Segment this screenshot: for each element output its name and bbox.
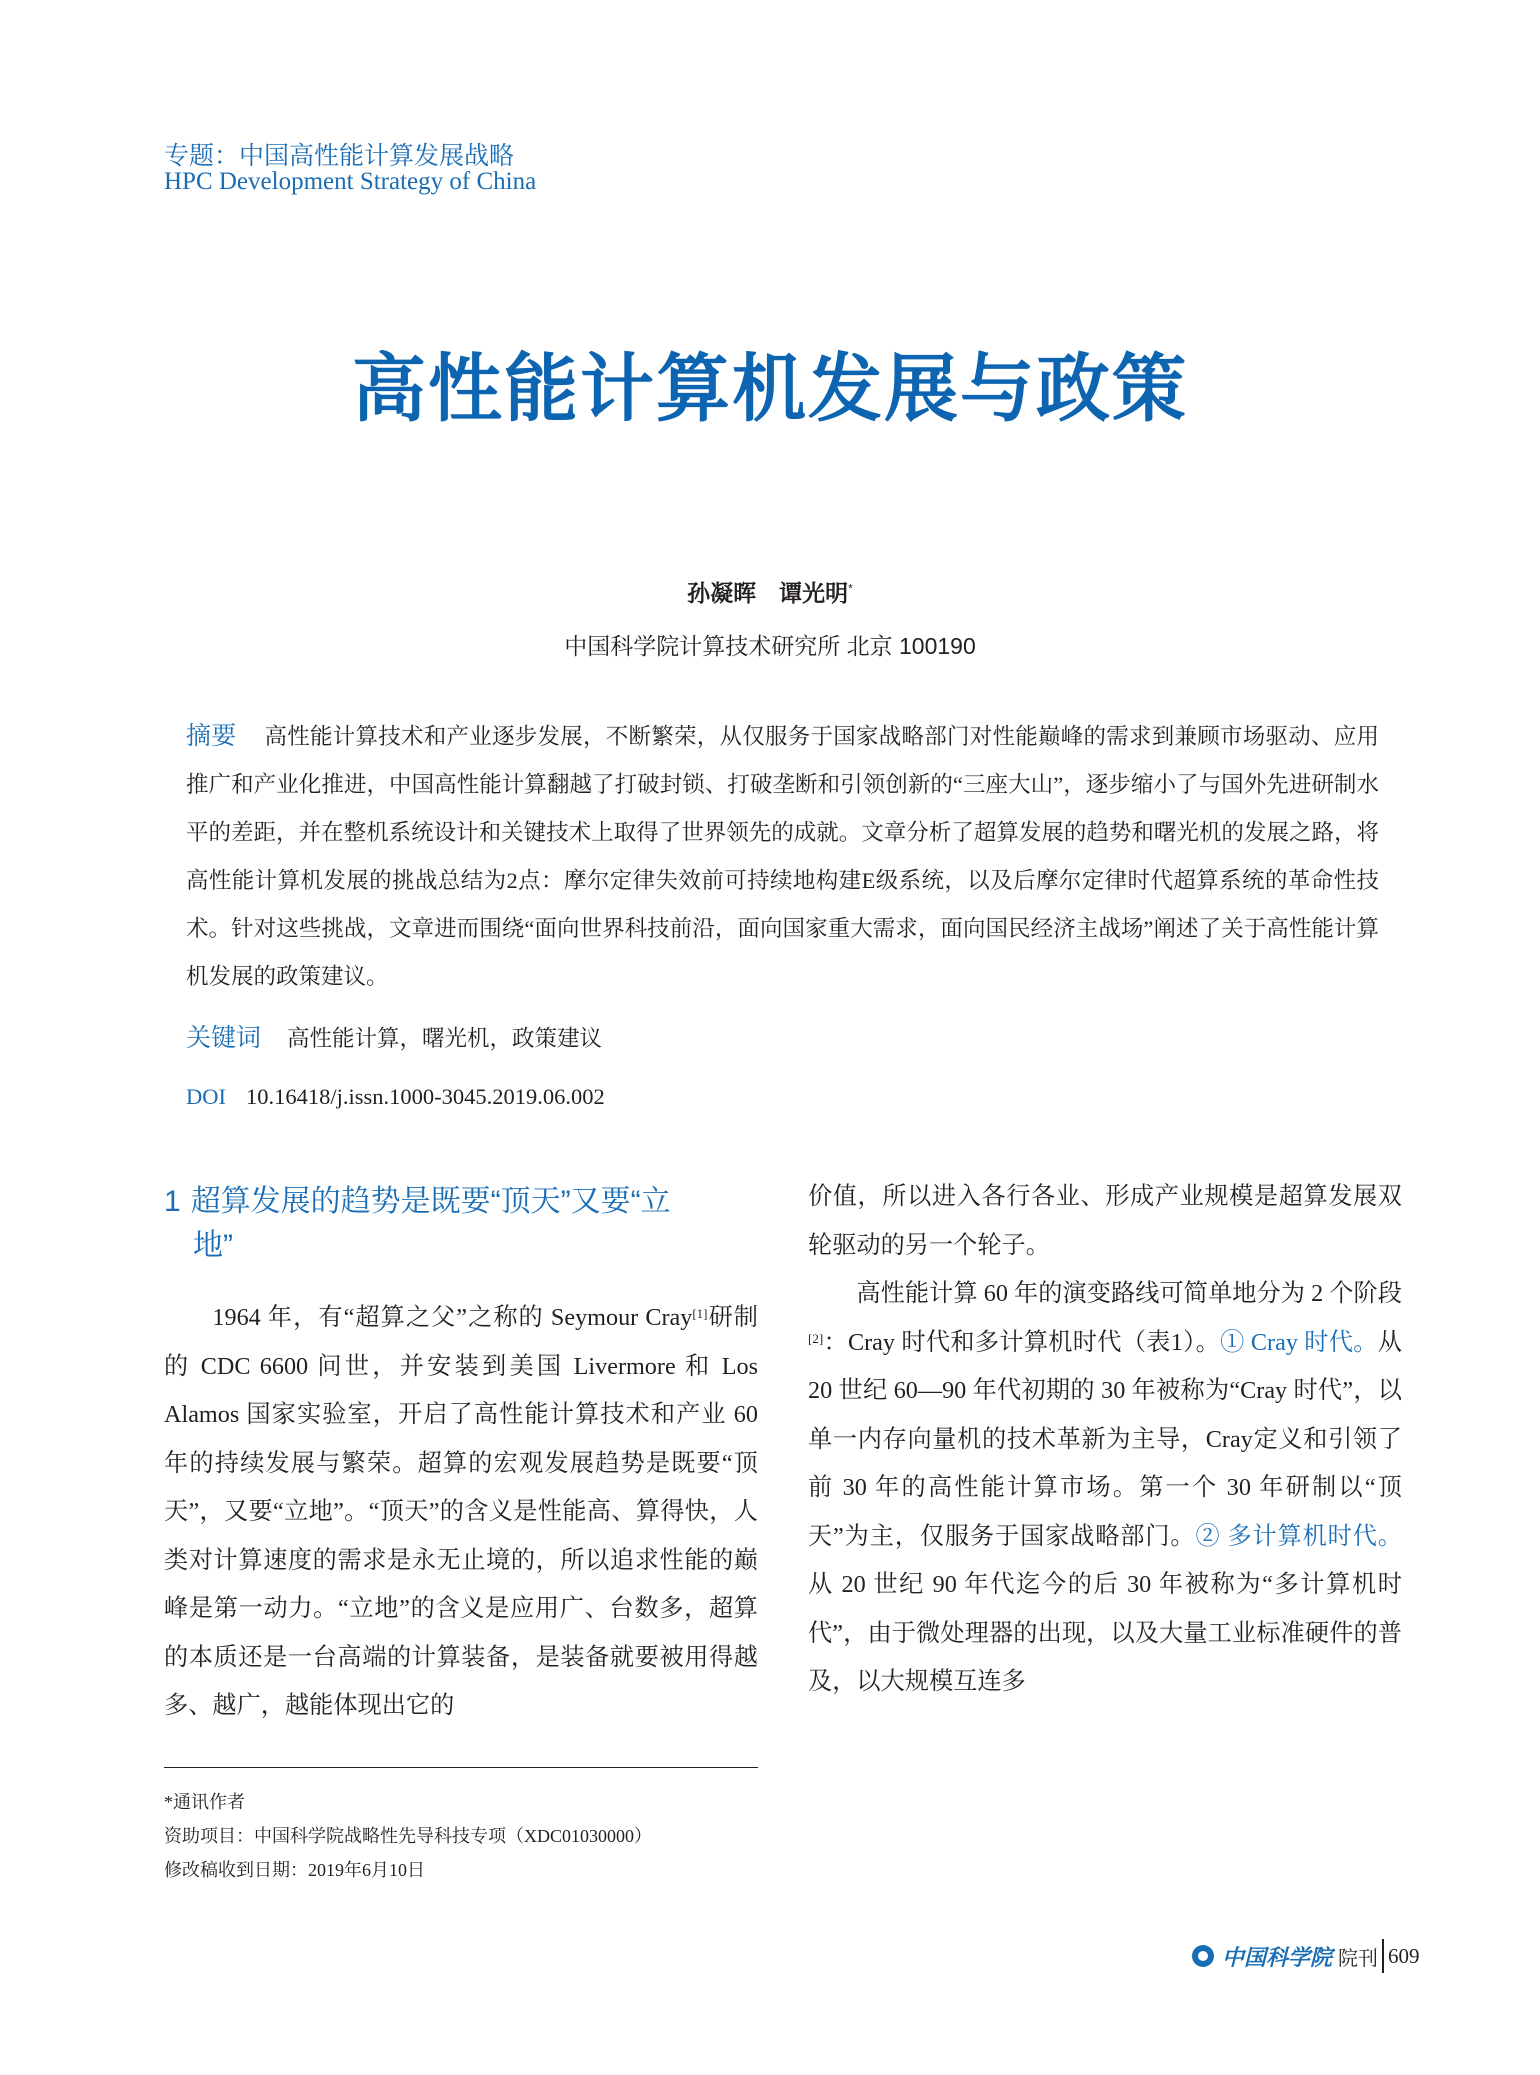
- article-title: 高性能计算机发展与政策: [352, 347, 1188, 430]
- affiliation: 中国科学院计算技术研究所 北京 100190: [564, 633, 976, 659]
- footnote-divider: [164, 1767, 758, 1768]
- doi-value[interactable]: 10.16418/j.issn.1000-3045.2019.06.002: [246, 1084, 605, 1109]
- cas-emblem-icon: [1192, 1945, 1214, 1967]
- abstract-text: 高性能计算技术和产业逐步发展，不断繁荣，从仅服务于国家战略部门对性能巅峰的需求到兼顾市场驱动、应用推广和产业化推进，中国高性能计算翻越了打破封锁、打破垄断和引领创新的“三座大山”，逐步缩小了与国外先进研制水平的差距，并在整机系统设计和关键技术上取得了世界领先的成就。文章分析了超算发展的趋势和曙光机的发展之路，将高性能计算机发展的挑战总结为2点：摩尔定律失效前可持续地构建E级系统，以及后摩尔定律时代超算系统的革命性技术。针对这些挑战，文章进而围绕“面向世界科技前沿，面向国家重大需求，面向国民经济主战场”阐述了关于高性能计算机发展的政策建议。: [186, 724, 1379, 989]
- era-label-cray: ① Cray 时代。: [1220, 1328, 1378, 1356]
- footnote-corresponding: *通讯作者: [164, 1792, 245, 1812]
- doi-label: DOI: [186, 1084, 226, 1109]
- paragraph-text: ：Cray 时代和多计算机时代（表1）。: [823, 1328, 1221, 1356]
- footer-divider: [1382, 1939, 1384, 1973]
- footnote-funding: 资助项目：中国科学院战略性先导科技专项（XDC01030000）: [164, 1826, 653, 1846]
- paragraph-text: 高性能计算 60 年的演变路线可简单地分为 2 个阶段: [856, 1280, 1402, 1307]
- citation-ref[interactable]: [2]: [808, 1330, 824, 1346]
- cas-logo-text: 中国科学院: [1222, 1944, 1333, 1971]
- section-title-line2: 地”: [193, 1229, 233, 1262]
- section-title-line1: 超算发展的趋势是既要“顶天”又要“立: [190, 1185, 671, 1218]
- doi: [186, 1084, 605, 1110]
- body-column-left: [164, 1294, 758, 1731]
- keywords-text: 高性能计算，曙光机，政策建议: [287, 1026, 603, 1051]
- paragraph-text: 从 20 世纪 60—90 年代初期的 30 年被称为“Cray 时代”，以单一内存向量机的技术革新为主导，Cray定义和引领了前 30 年的高性能计算市场。第一个 30 年研制以“顶天”为主，仅服务于国家战略部门。: [808, 1328, 1402, 1550]
- page-number: 609: [1388, 1943, 1420, 1968]
- page-footer: [1192, 1939, 1420, 1973]
- paragraph-text: 从 20 世纪 90 年代迄今的后 30 年被称为“多计算机时代”，由于微处理器的出现，以及大量工业标准硬件的普及，以大规模互连多: [808, 1571, 1402, 1695]
- journal-name: 院刊: [1338, 1947, 1379, 1970]
- keywords: [186, 1018, 602, 1054]
- era-label-multicomputer: ② 多计算机时代。: [1195, 1522, 1402, 1550]
- footnote-received: 修改稿收到日期：2019年6月10日: [164, 1860, 425, 1880]
- citation-ref[interactable]: [1]: [692, 1306, 708, 1321]
- corresponding-mark: *: [848, 581, 853, 596]
- paragraph-continued: 价值，所以进入各行各业、形成产业规模是超算发展双轮驱动的另一个轮子。: [808, 1183, 1402, 1259]
- abstract-label: 摘要: [186, 722, 237, 750]
- section-number: 1: [164, 1185, 181, 1218]
- paragraph-text: 研制的 CDC 6600 问世，并安装到美国 Livermore 和 Los Alamos 国家实验室，开启了高性能计算技术和产业 60 年的持续发展与繁荣。超算的宏观发展趋势是既要“顶天”，又要“立地”。“顶天”的含义是性能高、算得快，人类对计算速度的需求是永无止境的，所以追求性能的巅峰是第一动力。“立地”的含义是应用广、台数多，超算的本质还是一台高端的计算装备，是装备就要被用得越多、越广，越能体现出它的: [164, 1304, 758, 1719]
- topic-header-zh: 专题：中国高性能计算发展战略: [164, 142, 515, 170]
- paragraph-text: 1964 年，有“超算之父”之称的 Seymour Cray: [212, 1304, 693, 1331]
- body-column-right: [808, 1173, 1402, 1707]
- author-names: 孙凝晖 谭光明: [687, 580, 849, 606]
- paragraph: [808, 1270, 1402, 1707]
- section-heading: [164, 1180, 764, 1268]
- keywords-label: 关键词: [186, 1024, 262, 1052]
- topic-header-en: HPC Development Strategy of China: [164, 168, 537, 195]
- abstract: [186, 712, 1379, 1001]
- authors: [0, 575, 1540, 608]
